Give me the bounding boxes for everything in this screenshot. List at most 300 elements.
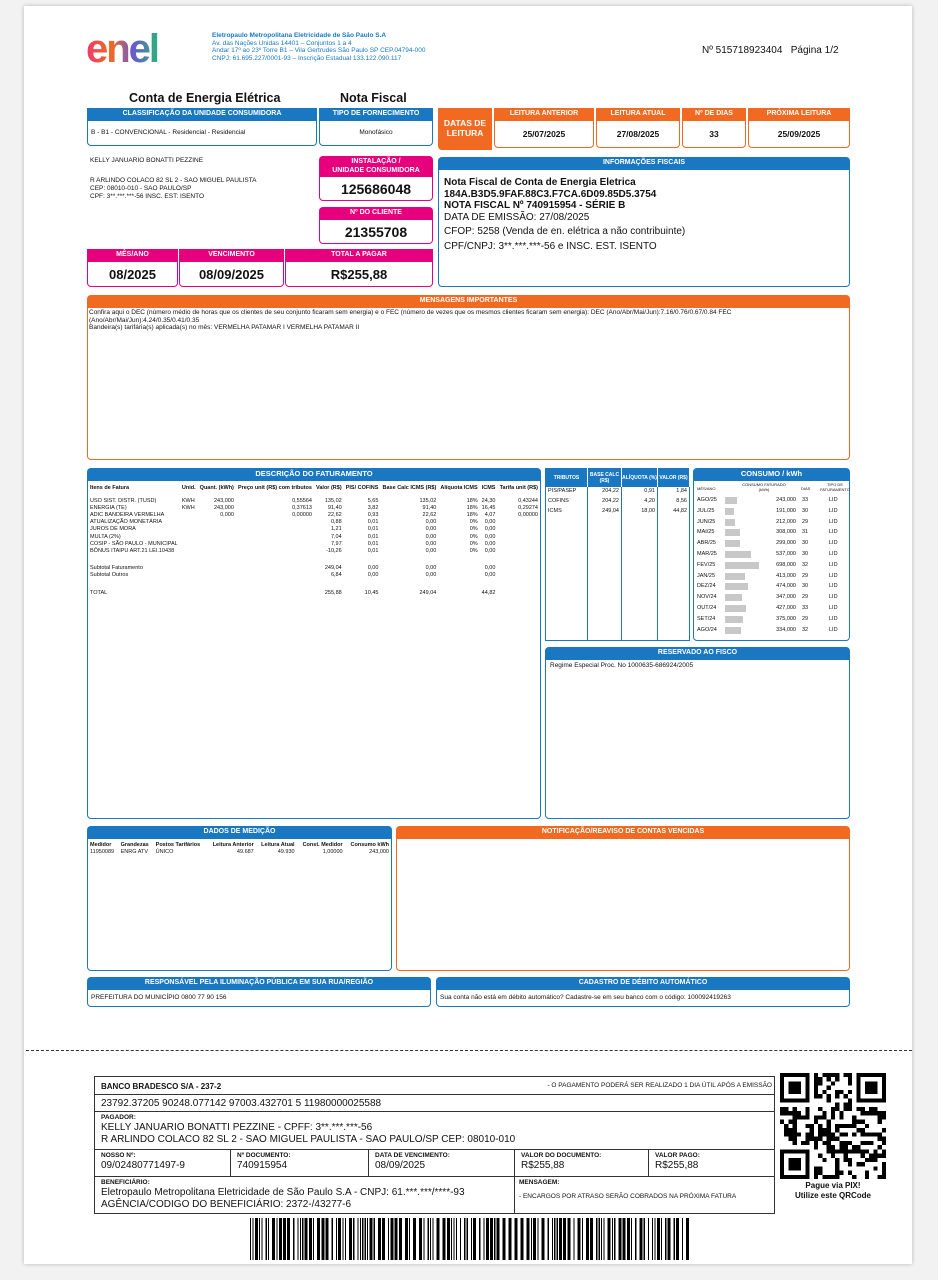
faturamento-cell: 0,00000: [292, 511, 312, 518]
consumo-bar: [725, 519, 735, 526]
faturamento-cell: 7,97: [330, 540, 342, 547]
consumo-days: 29: [802, 615, 809, 622]
consumo-row: [696, 571, 849, 582]
faturamento-cell: [180, 548, 198, 555]
doc-number: Nº 515718923404: [702, 45, 783, 56]
page-number: Página 1/2: [790, 45, 839, 56]
company-address-1: Av. das Nações Unidas 14401 – Conjuntos 1 a 4: [212, 39, 352, 47]
faturamento-cell: [236, 526, 314, 533]
medicao-cell: 11950089: [90, 848, 115, 855]
faturamento-cell: 0,000: [220, 511, 234, 518]
faturamento-cell: -10,26: [326, 547, 342, 554]
faturamento-cell: [497, 565, 540, 572]
boleto-linha-digitavel[interactable]: 23792.37205 90248.077142 97003.432701 5 11980000025588: [101, 1098, 382, 1109]
fiscal-access-key: 184A.B3D5.9FAF.88C3.F7CA.6D09.85D5.3754: [444, 188, 657, 200]
faturamento-cell: 22,62: [327, 511, 342, 518]
consumo-row: [696, 549, 849, 560]
iluminacao-box: [87, 977, 431, 1007]
faturamento-cell: [438, 572, 479, 579]
tributos-cell: [546, 517, 588, 641]
boleto-msg-text: - ENCARGOS POR ATRASO SERÃO COBRADOS NA PRÓXIMA FATURA: [519, 1193, 737, 1200]
consumo-month: ABR/25: [697, 540, 716, 547]
consumo-days: 31: [802, 529, 809, 536]
medicao-cell: 243,000: [369, 848, 389, 855]
consumo-kwh: 334,000: [776, 626, 796, 633]
reading-current-header: LEITURA ATUAL: [596, 108, 680, 120]
consumo-type: LID: [829, 507, 838, 514]
table-row: [88, 505, 540, 512]
faturamento-cell: 0,00: [425, 519, 437, 526]
medicao-col-header: Medidor: [90, 842, 112, 848]
messages-header: MENSAGENS IMPORTANTES: [87, 295, 850, 307]
table-row: [88, 541, 540, 548]
faturamento-cell: 135,02: [419, 497, 437, 504]
fiscal-issue-date: DATA DE EMISSÃO: 27/08/2025: [444, 211, 590, 223]
boleto-beneficiario: [95, 1177, 515, 1213]
faturamento-cell: 0,01: [367, 547, 379, 554]
faturamento-cell: Subtotal Outros: [90, 572, 129, 579]
consumo-bar: [725, 583, 748, 590]
customer-info: [90, 157, 320, 201]
faturamento-cell: 0,43244: [518, 497, 538, 504]
faturamento-cell: [236, 534, 314, 541]
boleto-linha-row: [95, 1095, 774, 1112]
consumo-days: 30: [802, 507, 809, 514]
fiscal-content: [438, 169, 850, 287]
reading-days: [682, 108, 746, 148]
tributos-row: [546, 487, 690, 497]
billing-month: [87, 249, 178, 287]
faturamento-cell: MULTA (2%): [90, 533, 121, 540]
billing-due: [179, 249, 284, 287]
tributos-cell: 0,91: [622, 487, 658, 497]
consumo-col-type: TIPO DE FATURAMENTO: [820, 482, 850, 492]
faturamento-cell: [180, 572, 198, 579]
boleto-ndoc: [231, 1150, 369, 1176]
consumo-bar: [725, 508, 734, 515]
consumo-days: 32: [802, 561, 809, 568]
faturamento-cell: ENERGIA (TE): [90, 504, 127, 511]
faturamento-cell: [438, 565, 479, 572]
faturamento-cell: 1,21: [330, 526, 342, 533]
consumo-row: [696, 581, 849, 592]
supply-header: TIPO DE FORNECIMENTO: [319, 108, 433, 120]
boleto-pagador-label: PAGADOR:: [101, 1114, 136, 1121]
reading-label-line1: DATAS DE: [443, 118, 487, 128]
consumo-month: JUN/25: [697, 518, 716, 525]
faturamento-cell: 0,01: [367, 540, 379, 547]
faturamento-cell: 0,88: [330, 519, 342, 526]
fiscal-nf-number: NOTA FISCAL Nº 740915954 - SÉRIE B: [444, 200, 626, 211]
faturamento-cell: 24,30: [481, 497, 496, 504]
tributos-filler: [546, 517, 690, 641]
faturamento-col-header: Quant. (kWh): [199, 485, 234, 491]
billing-month-header: MÊS/ANO: [87, 249, 178, 261]
faturamento-cell: 0,29274: [518, 504, 538, 511]
consumo-bar: [725, 529, 740, 536]
billing-due-value: 08/09/2025: [179, 261, 284, 287]
faturamento-cell: [236, 590, 314, 597]
faturamento-cell: 249,04: [419, 589, 437, 596]
consumo-col-days: DIAS: [801, 486, 811, 491]
billing-total-value: R$255,88: [285, 261, 433, 287]
tributos-box: [545, 468, 689, 641]
boleto-notice: - O PAGAMENTO PODERÁ SER REALIZADO 1 DIA ÚTIL APÓS A EMISSÃO: [547, 1082, 772, 1089]
tributos-col-header: TRIBUTOS: [546, 469, 588, 487]
faturamento-col-header: Base Calc ICMS (R$): [382, 485, 437, 491]
company-info: [212, 32, 426, 62]
consumo-type: LID: [829, 594, 838, 601]
faturamento-cell: [438, 590, 479, 597]
notificacao-box: [396, 826, 850, 971]
medicao-content: [87, 838, 392, 971]
faturamento-cell: 0,01: [367, 519, 379, 526]
faturamento-cell: 0%: [469, 533, 478, 540]
pix-caption: [776, 1181, 890, 1200]
faturamento-cell: 0,01: [367, 526, 379, 533]
boleto-pagador-row: [95, 1112, 774, 1150]
faturamento-cell: COSIP - SÃO PAULO - MUNICIPAL: [90, 540, 178, 547]
faturamento-col-header: PIS/ COFINS: [345, 485, 379, 491]
tributos-row: [546, 497, 690, 507]
fisco-content: [545, 659, 850, 819]
consumo-month: JUL/25: [697, 507, 715, 514]
faturamento-cell: ATUALIZAÇÃO MONETÁRIA: [90, 519, 163, 526]
table-row: [88, 534, 540, 541]
faturamento-cell: [198, 548, 236, 555]
boleto-venc-label: DATA DE VENCIMENTO:: [375, 1152, 450, 1159]
iluminacao-text: PREFEITURA DO MUNICÍPIO 0800 77 90 156: [87, 989, 431, 1007]
reading-previous: [494, 108, 594, 148]
boleto-barcode[interactable]: [250, 1218, 690, 1260]
faturamento-cell: Subtotal Faturamento: [90, 565, 143, 572]
faturamento-box: [87, 468, 541, 819]
boleto-benef-agencia: AGÊNCIA/CODIGO DO BENEFICIÁRIO: 2372-/43277-6: [101, 1199, 352, 1210]
tributos-row: [546, 507, 690, 517]
reading-previous-value: 25/07/2025: [494, 120, 594, 148]
faturamento-col-header: Unid.: [181, 485, 196, 491]
faturamento-cell: [497, 541, 540, 548]
svg-text:enel: enel: [86, 28, 159, 70]
medicao-header: DADOS DE MEDIÇÃO: [87, 826, 392, 838]
faturamento-cell: [198, 519, 236, 526]
consumo-row: [696, 625, 849, 636]
fiscal-cpf: CPF/CNPJ: 3**.***.***-56 e INSC. EST. ISENTO: [444, 240, 657, 252]
tributos-body: [546, 487, 690, 641]
medicao-col-header: Postos Tarifários: [155, 842, 201, 848]
doc-number-block: [702, 45, 839, 56]
billing-total-header: TOTAL A PAGAR: [285, 249, 433, 261]
faturamento-cell: [497, 526, 540, 533]
debito-header: CADASTRO DE DÉBITO AUTOMÁTICO: [436, 977, 850, 989]
consumo-month: AGO/25: [697, 497, 717, 503]
consumo-month: DEZ/24: [697, 583, 716, 590]
faturamento-body: [88, 492, 540, 597]
medicao-box: [87, 826, 392, 971]
consumo-kwh: 537,000: [776, 550, 796, 557]
consumo-month: AGO/24: [697, 626, 717, 633]
faturamento-cell: 3,82: [367, 504, 379, 511]
faturamento-cell: [236, 548, 314, 555]
faturamento-cell: 0,00000: [518, 511, 538, 518]
boleto-values-row: [95, 1150, 774, 1177]
consumo-row: [696, 614, 849, 625]
boleto-ndoc-value: 740915954: [237, 1160, 288, 1171]
faturamento-cell: [497, 534, 540, 541]
faturamento-col-header: Valor (R$): [316, 485, 342, 491]
medicao-cell: ÚNICO: [155, 848, 174, 855]
reading-days-value: 33: [682, 120, 746, 148]
faturamento-cell: [497, 548, 540, 555]
medicao-col-header: Grandezas: [120, 842, 149, 848]
billing-box: [87, 249, 433, 288]
tributos-cell: 18,00: [622, 507, 658, 517]
consumo-month: MAI/25: [697, 529, 715, 536]
consumo-row: [696, 527, 849, 538]
faturamento-cell: [180, 565, 198, 572]
medicao-row: [88, 849, 391, 856]
consumo-type: LID: [829, 529, 838, 536]
spacer-row: [88, 580, 540, 590]
faturamento-table: [88, 485, 540, 597]
tributos-cell: 1,84: [658, 487, 690, 497]
company-name: Eletropaulo Metropolitana Eletricidade de São Paulo S.A: [212, 32, 387, 39]
consumo-type: LID: [829, 540, 838, 547]
subtotal-row: [88, 565, 540, 572]
consumo-kwh: 413,000: [776, 572, 796, 579]
tributos-cell: 204,22: [588, 497, 622, 507]
tributos-header-row: [546, 469, 690, 487]
consumo-type: LID: [829, 615, 838, 622]
faturamento-cell: [198, 590, 236, 597]
tributos-cell: 4,20: [622, 497, 658, 507]
consumo-kwh: 191,000: [776, 507, 796, 514]
boleto-valdoc: [515, 1150, 649, 1176]
iluminacao-header: RESPONSÁVEL PELA ILUMINAÇÃO PÚBLICA EM SUA RUA/REGIÃO: [87, 977, 431, 989]
consumo-days: 30: [802, 540, 809, 547]
faturamento-header-row: [88, 485, 540, 492]
faturamento-cell: 255,88: [324, 589, 342, 596]
faturamento-cell: [236, 519, 314, 526]
faturamento-col-header: Preço unit (R$) com tributos: [238, 485, 312, 491]
faturamento-cell: [236, 572, 314, 579]
boleto-valpago-label: VALOR PAGO:: [655, 1152, 700, 1159]
reading-next-value: 25/09/2025: [748, 120, 850, 148]
reading-dates-box: [438, 108, 850, 150]
boleto-valdoc-label: VALOR DO DOCUMENTO:: [521, 1152, 602, 1159]
boleto-benef-label: BENEFICIÁRIO:: [101, 1179, 150, 1186]
billing-due-header: VENCIMENTO: [179, 249, 284, 261]
faturamento-cell: 44,82: [481, 589, 496, 596]
messages-content: [87, 307, 850, 460]
reading-dates-label: [438, 108, 492, 150]
boleto-pagador-name: KELLY JANUARIO BONATTI PEZZINE - CPFF: 3**.***.***-56: [101, 1122, 373, 1133]
faturamento-cell: 7,04: [330, 533, 342, 540]
consumo-col-month: MÊS/ANO: [697, 486, 716, 491]
consumo-type: LID: [829, 561, 838, 568]
debito-box: [436, 977, 850, 1007]
consumo-bar: [725, 497, 737, 504]
customer-cpf: CPF: 3**.***.***-56 INSC. EST: ISENTO: [90, 193, 205, 200]
reading-previous-header: LEITURA ANTERIOR: [494, 108, 594, 120]
messages-line1: Confira aqui o DEC (número médio de horas que os clientes de seu conjunto ficaram sem energia) e o FEC (número de vezes que os mesmos clientes ficaram sem energia): DEC (Ano/Abr/Mai/Jun):7.16/0.76/0.67/0.84 FEC: [89, 309, 732, 316]
faturamento-col-header: Itens de Fatura: [90, 485, 130, 491]
consumo-kwh: 299,000: [776, 540, 796, 547]
faturamento-cell: 0,00: [367, 565, 379, 572]
faturamento-cell: 0,00: [484, 547, 496, 554]
faturamento-cell: [198, 526, 236, 533]
installation-value: 125686048: [319, 176, 433, 201]
faturamento-col-header: ICMS: [481, 485, 496, 491]
tributos-cell: [622, 517, 658, 641]
tributos-cell: 8,56: [658, 497, 690, 507]
boleto-ndoc-label: Nº DOCUMENTO:: [237, 1152, 291, 1159]
supply-box: [319, 108, 433, 146]
consumo-type: LID: [829, 550, 838, 557]
faturamento-cell: 0%: [469, 547, 478, 554]
fiscal-line1: Nota Fiscal de Conta de Energia Eletrica: [444, 177, 636, 188]
invoice-page: [24, 6, 912, 1264]
consumo-header: CONSUMO / kWh: [693, 468, 850, 480]
boleto-mensagem: [515, 1177, 774, 1213]
fiscal-header: INFORMAÇÕES FISCAIS: [438, 157, 850, 169]
consumo-kwh: 698,000: [776, 561, 796, 568]
tributos-col-header: BASE CALC (R$): [588, 469, 622, 487]
faturamento-cell: KWH: [181, 504, 195, 511]
reading-next: [748, 108, 850, 148]
client-box: [319, 207, 433, 244]
consumo-bar: [725, 573, 745, 580]
classification-value: B - B1 - CONVENCIONAL - Residencial - Residencial: [87, 120, 317, 146]
consumo-type: LID: [829, 572, 838, 579]
faturamento-cell: 0,00: [425, 565, 437, 572]
reading-days-header: Nº DE DIAS: [682, 108, 746, 120]
consumo-days: 30: [802, 583, 809, 590]
medicao-col-header: Leitura Atual: [261, 842, 295, 848]
notificacao-content: [396, 838, 850, 971]
consumo-month: NOV/24: [697, 594, 717, 601]
faturamento-cell: [180, 541, 198, 548]
faturamento-cell: BÔNUS ITAIPU ART.21 LEI.10438: [90, 547, 175, 554]
consumo-days: 29: [802, 572, 809, 579]
spacer-row: [88, 555, 540, 565]
customer-cep: CEP: 08010-010 - SAO PAULO/SP: [90, 185, 192, 192]
title-nota-fiscal: Nota Fiscal: [340, 91, 407, 105]
consumo-row: [696, 603, 849, 614]
notificacao-header: NOTIFICAÇÃO/REAVISO DE CONTAS VENCIDAS: [396, 826, 850, 838]
tributos-cell: [588, 517, 622, 641]
faturamento-cell: 0,37613: [292, 504, 312, 511]
faturamento-cell: 16,45: [481, 504, 496, 511]
pix-caption-line2: Utilize este QRCode: [794, 1190, 871, 1200]
installation-header-line1: INSTALAÇÃO /: [351, 158, 401, 165]
fisco-text: Regime Especial Proc. No 1000635-686924/2005: [550, 662, 694, 669]
faturamento-cell: [497, 590, 540, 597]
consumo-type: LID: [829, 604, 838, 611]
consumo-type: LID: [829, 583, 838, 590]
faturamento-cell: 0%: [469, 519, 478, 526]
tributos-cell: 44,82: [658, 507, 690, 517]
tributos-table: [545, 468, 690, 641]
medicao-cell: ENRG ATV: [120, 848, 149, 855]
faturamento-cell: 0,00: [484, 519, 496, 526]
faturamento-cell: [198, 572, 236, 579]
table-row: [88, 498, 540, 505]
faturamento-cell: 18%: [466, 504, 478, 511]
faturamento-header: DESCRIÇÃO DO FATURAMENTO: [87, 468, 541, 480]
faturamento-cell: JUROS DE MORA: [90, 526, 136, 533]
faturamento-cell: [236, 565, 314, 572]
faturamento-cell: 0,00: [425, 572, 437, 579]
installation-header: [319, 156, 433, 176]
boleto-nosso-label: NOSSO Nº:: [101, 1152, 136, 1159]
faturamento-cell: [236, 541, 314, 548]
consumo-month: JAN/25: [697, 572, 716, 579]
faturamento-cell: 243,000: [214, 504, 234, 511]
boleto-valdoc-value: R$255,88: [521, 1160, 565, 1171]
faturamento-cell: 91,40: [422, 504, 437, 511]
faturamento-cell: 0,00: [425, 540, 437, 547]
tributos-col-header: ALÍQUOTA (%): [622, 469, 658, 487]
boleto-benef-name: Eletropaulo Metropolitana Eletricidade de São Paulo S.A - CNPJ: 61.***.***/****-93: [101, 1187, 465, 1198]
consumo-bar: [725, 594, 742, 601]
faturamento-cell: 0,00: [425, 533, 437, 540]
consumo-bar: [725, 605, 746, 612]
boleto-nosso: [95, 1150, 231, 1176]
consumo-kwh: 347,000: [776, 594, 796, 601]
messages-line2: (Ano/Abr/Mai/Jun):4.24/0.35/0.41/0.35: [89, 316, 200, 324]
boleto-msg-label: MENSAGEM:: [519, 1179, 560, 1186]
faturamento-cell: TOTAL: [90, 589, 108, 596]
tributos-cell: ICMS: [546, 507, 588, 517]
consumo-month: MAR/25: [697, 550, 717, 557]
client-header: Nº DO CLIENTE: [319, 207, 433, 219]
messages-line3: Bandeira(s) tarifária(s) aplicada(s) no mês: VERMELHA PATAMAR I VERMELHA PATAMAR II: [89, 324, 360, 331]
consumo-days: 29: [802, 594, 809, 601]
boleto-valpago-value: R$255,88: [655, 1160, 699, 1171]
reading-current: [596, 108, 680, 148]
faturamento-col-header: Tarifa unit (R$): [499, 485, 538, 491]
faturamento-cell: 0,00: [484, 540, 496, 547]
faturamento-cell: [180, 512, 198, 519]
consumo-type: LID: [829, 497, 838, 503]
client-value: 21355708: [319, 219, 433, 244]
consumo-content: [693, 480, 850, 641]
consumo-days: 32: [802, 626, 809, 633]
faturamento-cell: 249,04: [324, 565, 342, 572]
consumo-row: [696, 560, 849, 571]
faturamento-cell: 22,62: [422, 511, 437, 518]
company-cnpj: CNPJ: 61.695.227/0001-93 – Inscrição Estadual 133.122.090.117: [212, 54, 402, 62]
table-row: [88, 526, 540, 533]
boleto-bank: BANCO BRADESCO S/A - 237-2: [101, 1082, 222, 1091]
pix-qrcode[interactable]: [780, 1073, 886, 1179]
tributos-cell: PIS/PASEP: [546, 487, 588, 497]
faturamento-cell: 4,07: [484, 511, 496, 518]
faturamento-cell: 243,000: [214, 497, 234, 504]
faturamento-cell: ADIC BANDEIRA VERMELHA: [90, 511, 165, 518]
fisco-box: [545, 647, 850, 819]
consumo-bar: [725, 540, 740, 547]
boleto-pagador-address: R ARLINDO COLACO 82 SL 2 - SAO MIGUEL PAULISTA - SAO PAULO/SP CEP: 08010-010: [101, 1134, 516, 1145]
consumo-month: FEV/25: [697, 561, 716, 568]
consumo-kwh: 427,000: [776, 604, 796, 611]
medicao-col-header: Const. Medidor: [302, 842, 343, 848]
faturamento-cell: 91,40: [327, 504, 342, 511]
medicao-cell: 49.687: [236, 848, 254, 855]
table-row: [88, 548, 540, 555]
boleto-nosso-value: 09/02480771497-9: [101, 1160, 185, 1171]
